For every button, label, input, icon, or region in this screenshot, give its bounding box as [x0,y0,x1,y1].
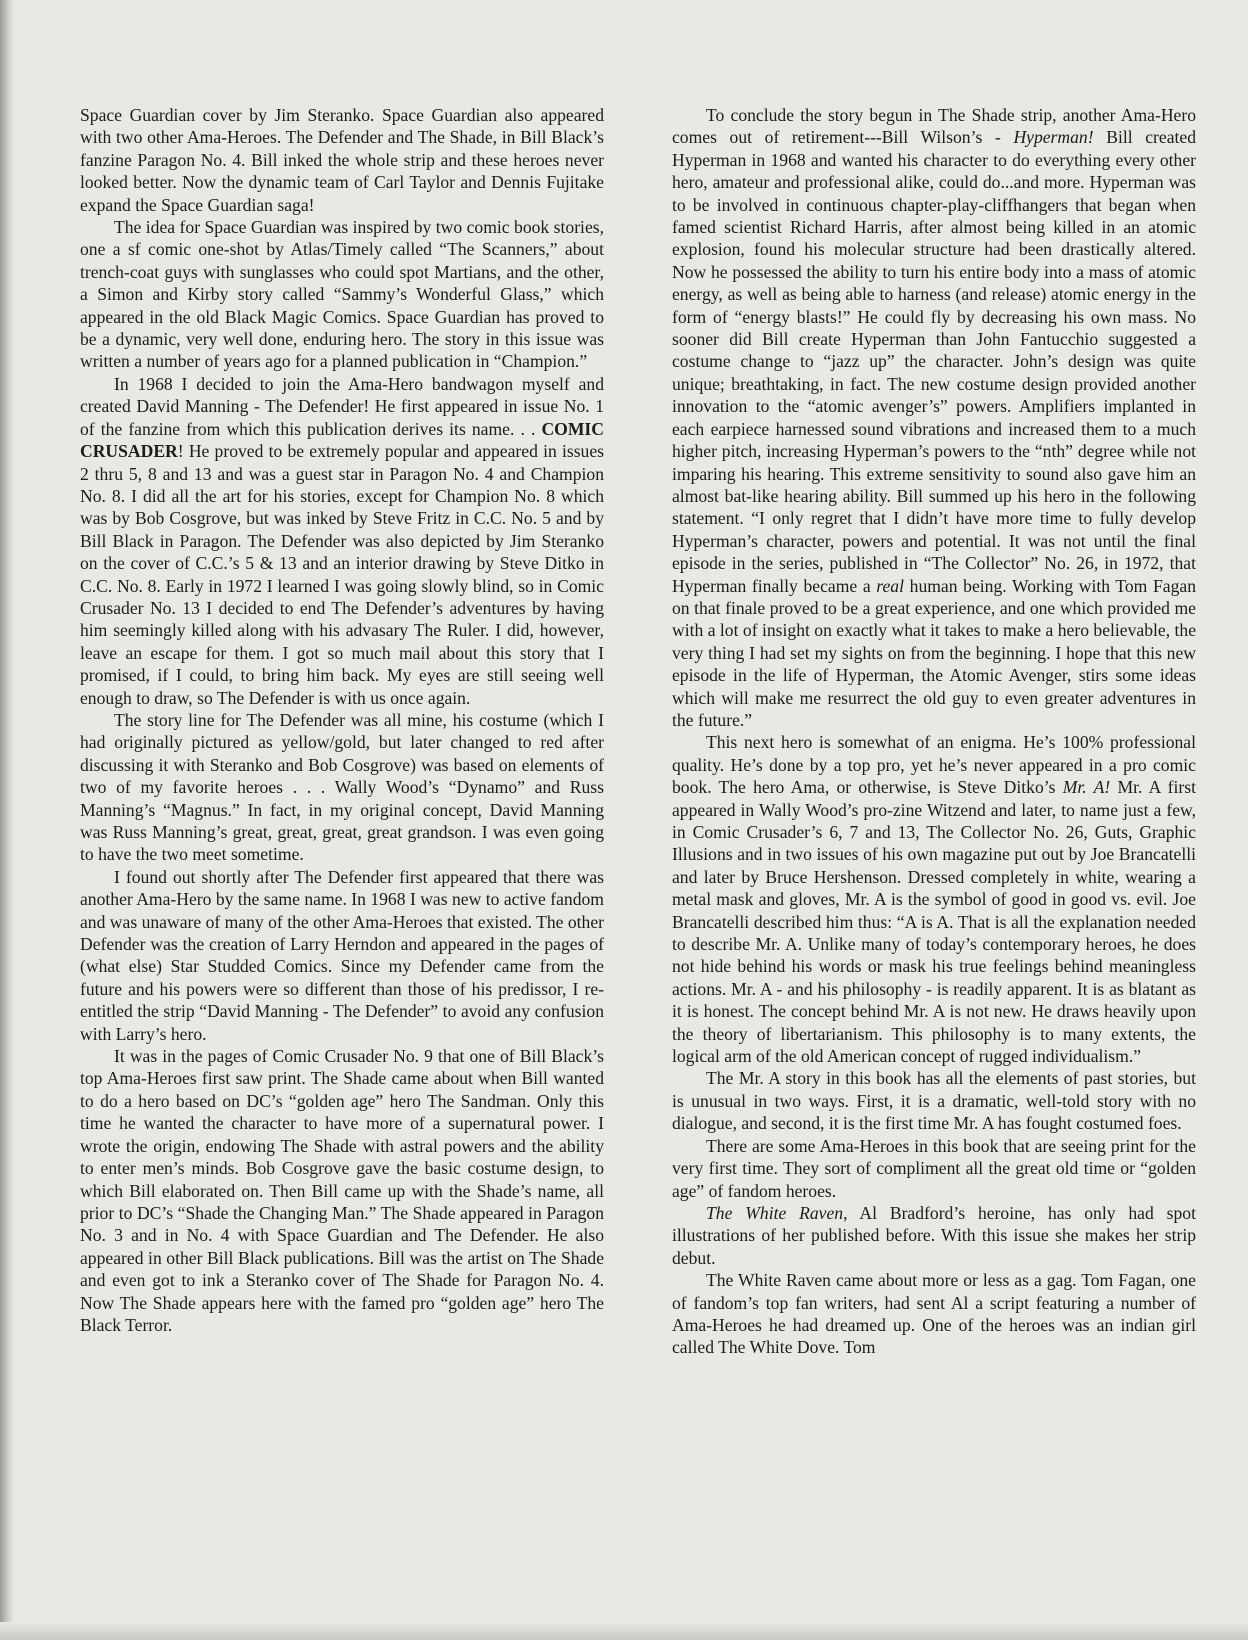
paragraph: The White Raven came about more or less as a gag. Tom Fagan, one of fandom’s top fan writers, had sent Al a script featuring a number of Ama-Heroes he had dreamed up. One of the heroes was an indian girl called The White Dove. Tom [672,1270,1196,1358]
paragraph-text: Mr. A first appeared in Wally Wood’s pro-zine Witzend and later, to name just a few, in Comic Crusader’s 6, 7 and 13, The Collector No. 26, Guts, Graphic Illusions and in two issues of his own magazine put out by Joe Brancatelli and later by Bruce Hershenson. Dressed completely in white, wearing a metal mask and gloves, Mr. A is the symbol of good in good vs. evil. Joe Brancatelli described him thus: “A is A. That is all the explanation needed to describe Mr. A. Unlike many of today’s contemporary heroes, he does not hide behind his words or mask his true feelings behind meaningless actions. Mr. A - and his philosophy - is readily apparent. It is as blatant as it is honest. The concept behind Mr. A is not new. He draws heavily upon the theory of libertarianism. This philosophy is to many extents, the logical arm of the old American concept of rugged individualism.” [672,777,1196,1067]
paragraph: The Mr. A story in this book has all the elements of past stories, but is unusual in two ways. First, it is a dramatic, well-told story with no dialogue, and second, it is the first time Mr. A has fought costumed foes. [672,1068,1196,1134]
hero-name: Mr. A! [1062,777,1111,798]
paragraph: There are some Ama-Heroes in this book that are seeing print for the very first time. They sort of compliment all the great old time or “golden age” of fandom heroes. [672,1135,1196,1201]
paragraph-text: ! He proved to be extremely popular and appeared in issues 2 thru 5, 8 and 13 and was a guest star in Paragon No. 4 and Champion No. 8. I did all the art for his stories, except for Champion No. 8 which was by Bob Cosgrove, but was inked by Steve Fritz in C.C. No. 5 and by Bill Black in Paragon. The Defender was also depicted by Jim Steranko on the cover of C.C.’s 5 & 13 and an interior drawing by Steve Ditko in C.C. No. 8. Early in 1972 I learned I was going slowly blind, so in Comic Crusader No. 13 I decided to end The Defender’s adventures by having him seemingly killed along with his advasary The Ruler. I did, however, leave an escape for them. I got so much mail about this story that I promised, if I could, to bring him back. My eyes are still seeing well enough to draw, so The Defender is with us once again. [80,441,604,708]
paragraph [672,731,1196,1067]
paragraph: The idea for Space Guardian was inspired by two comic book stories, one a sf comic one-shot by Atlas/Timely called “The Scanners,” about trench-coat guys with sunglasses who could spot Martians, and the other, a Simon and Kirby story called “Sammy’s Wonderful Glass,” which appeared in the old Black Magic Comics. Space Guardian has proved to be a dynamic, very well done, enduring hero. The story in this issue was written a number of years ago for a planned publication in “Champion.” [80,217,604,372]
paragraph: It was in the pages of Comic Crusader No. 9 that one of Bill Black’s top Ama-Heroes first saw print. The Shade came about when Bill wanted to do a hero based on DC’s “golden age” hero The Sandman. Only this time he wanted the character to have more of a supernatural power. I wrote the origin, endowing The Shade with astral powers and the ability to enter men’s minds. Bob Cosgrove gave the basic costume design, to which Bill elaborated on. Then Bill came up with the Shade’s name, all prior to DC’s “Shade the Changing Man.” The Shade appeared in Paragon No. 3 and in No. 4 with Space Guardian and The Defender. He also appeared in other Bill Black publications. Bill was the artist on The Shade and even got to ink a Steranko cover of The Shade for Paragon No. 4. Now The Shade appears here with the famed pro “golden age” hero The Black Terror. [80,1046,604,1335]
paragraph-text: Bill created Hyperman in 1968 and wanted his character to do everything every other hero, amateur and professional alike, could do...and more. Hyperman was to be involved in continuous chapter-play-cliffhangers that began when famed scientist Richard Harris, after almost being killed in an atomic explosion, found his molecular structure had been drastically altered. Now he possessed the ability to turn his entire body into a mass of atomic energy, as well as being able to harness (and release) atomic energy in the form of “energy blasts!” He could fly by decreasing his own mass. No sooner did Bill create Hyperman than John Fantucchio suggested a costume change to “jazz up” the character. John’s design was quite unique; breathtaking, in fact. The new costume design provided another innovation to the “atomic avenger’s” powers. Amplifiers implanted in each earpiece harnessed sound vibrations and increased them to a much higher pitch, increasing Hyperman’s powers to the “nth” degree while not imparing his hearing. This extreme sensitivity to sound also gave him an almost bat-like hearing ability. Bill summed up his hero in the following statement. “I only regret that I didn’t have more time to fully develop Hyperman’s character, powers and potential. It was not until the final episode in the series, published in “The Collector” No. 26, in 1972, that Hyperman finally became a [672,127,1196,596]
paragraph [672,1202,1196,1269]
paragraph [672,104,1196,731]
paragraph-text: To conclude the story begun in The Shade strip, another Ama-Hero comes out of retirement---Bill Wilson’s - [672,105,1196,148]
paragraph-text: Al Bradford’s heroine, has only had spot illustrations of her published before. With this issue she makes her strip debut. [672,1202,1196,1268]
left-column [80,104,604,1336]
paragraph: The story line for The Defender was all mine, his costume (which I had originally pictured as yellow/gold, but later changed to red after discussing it with Steranko and Bob Cosgrove) was based on elements of two of my favorite heroes . . . Wally Wood’s “Dynamo” and Russ Manning’s “Magnus.” In fact, in my original concept, David Manning was Russ Manning’s great, great, great, great grandson. I was even going to have the two meet sometime. [80,709,604,865]
right-column [672,104,1196,1359]
paragraph-text: This next hero is somewhat of an enigma. He’s 100% professional quality. He’s done by a top pro, yet he’s never appeared in a pro comic book. The hero Ama, or otherwise, is Steve Ditko’s [672,732,1196,798]
paragraph [80,373,604,709]
page-bottom-edge [0,1622,1248,1640]
paragraph: I found out shortly after The Defender first appeared that there was another Ama-Hero by the same name. In 1968 I was new to active fandom and was unaware of many of the other Ama-Heroes that existed. The other Defender was the creation of Larry Herndon and appeared in the pages of (what else) Star Studded Comics. Since my Defender came from the future and his powers were so different than those of his predissor, I re-entitled the strip “David Manning - The Defender” to avoid any confusion with Larry’s hero. [80,866,604,1044]
paragraph-text: In 1968 I decided to join the Ama-Hero bandwagon myself and created David Manning - The Defender! He first appeared in issue No. 1 of the fanzine from which this publication derives its name. . . [80,373,604,439]
hero-name: Hyperman! [1013,127,1094,148]
emphasis: real [876,575,904,596]
magazine-title: COMIC CRUSADER [80,418,604,462]
article-body [0,104,1248,1624]
paragraph: Space Guardian cover by Jim Steranko. Space Guardian also appeared with two other Ama-Heroes. The Defender and The Shade, in Bill Black’s fanzine Paragon No. 4. Bill inked the whole strip and these heroes never looked better. Now the dynamic team of Carl Taylor and Dennis Fujitake expand the Space Guardian saga! [80,105,604,215]
hero-name: The White Raven, [706,1202,848,1223]
paragraph-text: human being. Working with Tom Fagan on that finale proved to be a great experience, and one which provided me with a lot of insight on exactly what it takes to make a hero believable, the very thing I had set my sights on from the beginning. I hope that this new episode in the life of Hyperman, the Atomic Avenger, stirs some ideas which will make me resurrect the old guy to even greater adventures in the future.” [672,575,1197,730]
